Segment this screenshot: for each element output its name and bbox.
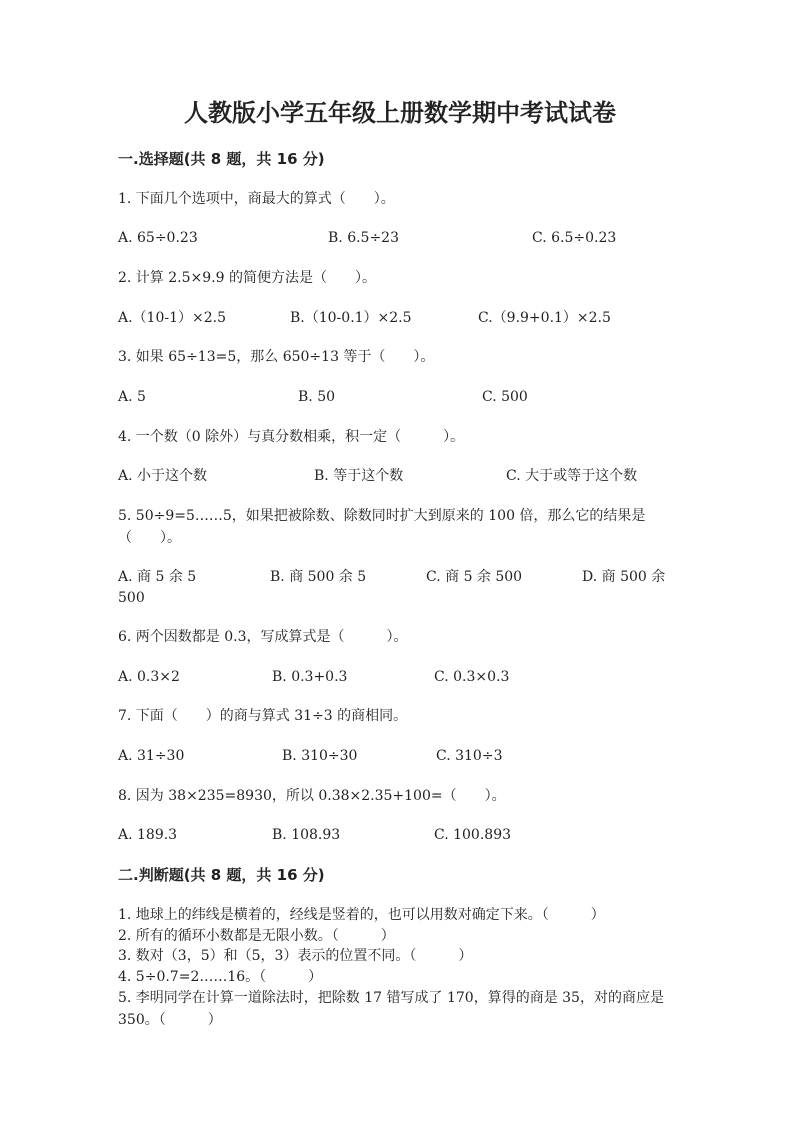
q3-option-a: A. 5 (118, 389, 146, 405)
question-2: 2. 计算 2.5×9.9 的简便方法是（ ）。 (118, 270, 376, 286)
q4-option-c: C. 大于或等于这个数 (506, 468, 638, 484)
q5-option-c: C. 商 5 余 500 (426, 569, 523, 585)
q6-option-b: B. 0.3+0.3 (272, 669, 348, 685)
question-3: 3. 如果 65÷13=5，那么 650÷13 等于（ ）。 (118, 349, 435, 365)
q8-option-c: C. 100.893 (434, 827, 512, 843)
q1-option-c: C. 6.5÷0.23 (532, 230, 617, 246)
q6-option-c: C. 0.3×0.3 (434, 669, 510, 685)
q5-option-b: B. 商 500 余 5 (270, 569, 367, 585)
section2-heading: 二.判断题(共 8 题，共 16 分) (118, 866, 325, 884)
q5-option-a: A. 商 5 余 5 (118, 569, 197, 585)
q1-option-a: A. 65÷0.23 (118, 230, 198, 246)
q5-option-d: D. 商 500 余 (582, 569, 666, 585)
question-7: 7. 下面（ ）的商与算式 31÷3 的商相同。 (118, 708, 408, 724)
q7-option-c: C. 310÷3 (436, 748, 503, 764)
judgment-item: 1. 地球上的纬线是横着的，经线是竖着的，也可以用数对确定下来。（ ） (118, 907, 605, 923)
q2-option-b: B.（10-0.1）×2.5 (290, 310, 412, 326)
q2-option-c: C.（9.9+0.1）×2.5 (478, 310, 611, 326)
q8-option-b: B. 108.93 (272, 827, 341, 843)
q4-option-b: B. 等于这个数 (314, 468, 404, 484)
q6-option-a: A. 0.3×2 (118, 669, 180, 685)
q2-option-a: A.（10-1）×2.5 (118, 310, 227, 326)
q5-option-d-continued: 500 (118, 590, 145, 606)
question-8: 8. 因为 38×235=8930，所以 0.38×2.35+100=（ ）。 (118, 788, 506, 804)
judgment-item: 2. 所有的循环小数都是无限小数。（ ） (118, 928, 395, 944)
q8-option-a: A. 189.3 (118, 827, 178, 843)
q3-option-c: C. 500 (482, 389, 528, 405)
judgment-item: 3. 数对（3，5）和（5，3）表示的位置不同。（ ） (118, 948, 473, 964)
judgment-item: 4. 5÷0.7=2……16。（ ） (118, 969, 323, 985)
q7-option-b: B. 310÷30 (282, 748, 358, 764)
q4-option-a: A. 小于这个数 (118, 468, 208, 484)
question-6: 6. 两个因数都是 0.3，写成算式是（ ）。 (118, 629, 408, 645)
question-1: 1. 下面几个选项中，商最大的算式（ ）。 (118, 191, 395, 207)
q7-option-a: A. 31÷30 (118, 748, 185, 764)
q3-option-b: B. 50 (298, 389, 336, 405)
section1-heading: 一.选择题(共 8 题，共 16 分) (118, 150, 325, 168)
judgment-item: 5. 李明同学在计算一道除法时，把除数 17 错写成了 170，算得的商是 35，对的商应是 350。（ ） (118, 990, 664, 1028)
question-5: 5. 50÷9=5……5，如果把被除数、除数同时扩大到原来的 100 倍，那么它的结果是（ ）。 (118, 508, 646, 546)
question-4: 4. 一个数（0 除外）与真分数相乘，积一定（ ）。 (118, 429, 465, 445)
q1-option-b: B. 6.5÷23 (328, 230, 399, 246)
exam-title: 人教版小学五年级上册数学期中考试试卷 (184, 98, 616, 127)
